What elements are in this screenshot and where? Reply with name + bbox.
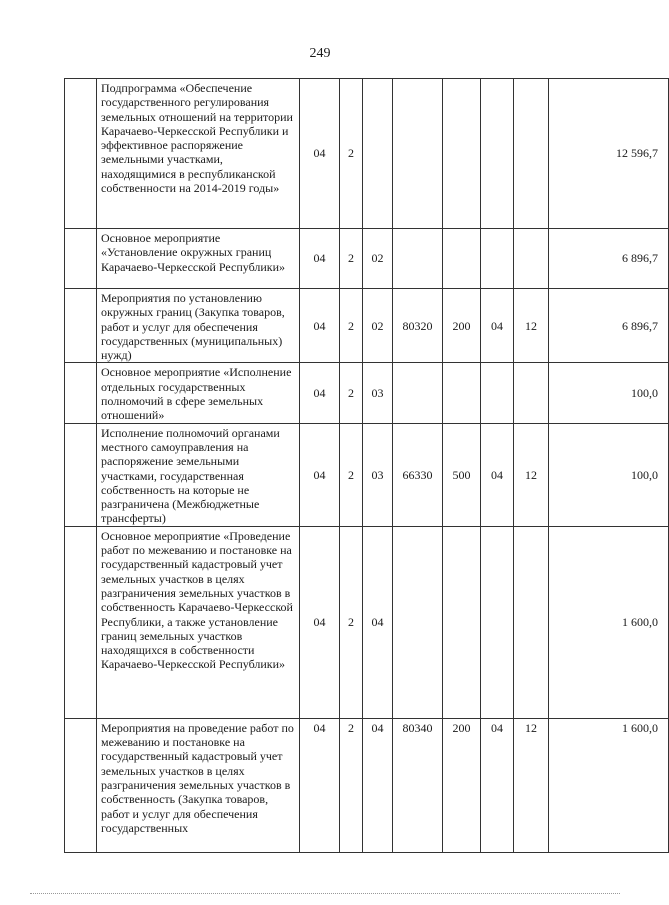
subprogram-cell: 03 [363,363,393,423]
item-name-cell: Подпрограмма «Обеспечение государственного регулирования земельных отношений на территории Карачаево-Черкесской Республики и эффективное распоряжение земельными участками, находящимися в республиканской собственности на 2014-2019 годы» [97,79,300,229]
kosgu-subsection-cell [514,526,549,718]
row-number-cell [65,79,97,229]
table-row [65,363,669,423]
table-row [65,526,669,718]
expense-type-cell: 500 [443,423,481,526]
subprogram-cell: 02 [363,229,393,289]
row-number-cell [65,229,97,289]
program-cell: 2 [340,526,363,718]
amount-cell: 6 896,7 [549,289,669,363]
kosgu-subsection-cell: 12 [514,718,549,852]
amount-cell: 1 600,0 [549,718,669,852]
row-number-cell [65,526,97,718]
kosgu-subsection-cell [514,229,549,289]
direction-cell [393,363,443,423]
table-row [65,289,669,363]
table-row [65,423,669,526]
program-cell: 2 [340,229,363,289]
item-name-cell: Мероприятия на проведение работ по межеванию и постановке на государственный кадастровый учет земельных участков в целях разграничения земельных участков в собственность (Закупка товаров, работ и услуг для обеспечения государственных [97,718,300,852]
budget-table [64,78,669,853]
section-cell: 04 [300,289,340,363]
item-name-cell: Основное мероприятие «Проведение работ по межеванию и постановке на государственный кадастровый учет земельных участков в целях разграничения земельных участков в собственность Карачаево-Черкесской Республики, а также установление границ земельных участков находящихся в собственности Карачаево-Черкесской Республики» [97,526,300,718]
program-cell: 2 [340,718,363,852]
kosgu-subsection-cell: 12 [514,423,549,526]
direction-cell [393,526,443,718]
table-row [65,229,669,289]
subprogram-cell [363,79,393,229]
kosgu-subsection-cell: 12 [514,289,549,363]
section-cell: 04 [300,718,340,852]
item-name-cell: Исполнение полномочий органами местного самоуправления на распоряжение земельными участками, государственная собственность на которые не разграничена (Межбюджетные трансферты) [97,423,300,526]
item-name-cell: Мероприятия по установлению окружных границ (Закупка товаров, работ и услуг для обеспечения государственных (муниципальных) нужд) [97,289,300,363]
subprogram-cell: 04 [363,718,393,852]
subprogram-cell: 03 [363,423,393,526]
direction-cell [393,79,443,229]
amount-cell: 100,0 [549,423,669,526]
kosgu-section-cell [481,363,514,423]
section-cell: 04 [300,363,340,423]
direction-cell: 80320 [393,289,443,363]
program-cell: 2 [340,289,363,363]
kosgu-section-cell [481,526,514,718]
kosgu-subsection-cell [514,79,549,229]
expense-type-cell [443,229,481,289]
amount-cell: 100,0 [549,363,669,423]
direction-cell [393,229,443,289]
amount-cell: 12 596,7 [549,79,669,229]
row-number-cell [65,289,97,363]
kosgu-section-cell: 04 [481,289,514,363]
kosgu-section-cell: 04 [481,423,514,526]
subprogram-cell: 02 [363,289,393,363]
item-name-cell: Основное мероприятие «Исполнение отдельных государственных полномочий в сфере земельных отношений» [97,363,300,423]
row-number-cell [65,423,97,526]
kosgu-section-cell [481,79,514,229]
program-cell: 2 [340,363,363,423]
amount-cell: 6 896,7 [549,229,669,289]
expense-type-cell [443,526,481,718]
section-cell: 04 [300,79,340,229]
table-row [65,718,669,852]
program-cell: 2 [340,423,363,526]
section-cell: 04 [300,423,340,526]
row-number-cell [65,363,97,423]
expense-type-cell: 200 [443,718,481,852]
row-number-cell [65,718,97,852]
kosgu-section-cell: 04 [481,718,514,852]
kosgu-subsection-cell [514,363,549,423]
page-bottom-divider [30,893,620,894]
expense-type-cell: 200 [443,289,481,363]
direction-cell: 80340 [393,718,443,852]
item-name-cell: Основное мероприятие «Установление окружных границ Карачаево-Черкесской Республики» [97,229,300,289]
section-cell: 04 [300,229,340,289]
expense-type-cell [443,79,481,229]
kosgu-section-cell [481,229,514,289]
table-row [65,79,669,229]
page-number: 249 [309,46,331,61]
expense-type-cell [443,363,481,423]
direction-cell: 66330 [393,423,443,526]
subprogram-cell: 04 [363,526,393,718]
amount-cell: 1 600,0 [549,526,669,718]
program-cell: 2 [340,79,363,229]
section-cell: 04 [300,526,340,718]
